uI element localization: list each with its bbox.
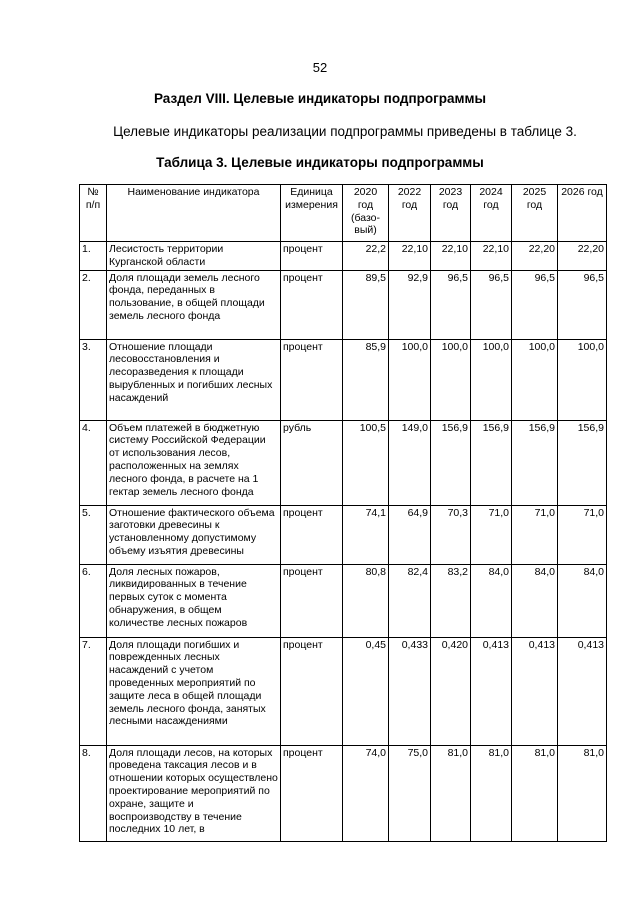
indicator-name: Лесистость территории Курганской области xyxy=(107,242,281,271)
value-cell: 100,0 xyxy=(471,339,512,420)
value-cell: 0,413 xyxy=(471,637,512,745)
table-header-row xyxy=(80,185,607,242)
unit-cell: процент xyxy=(281,505,343,564)
table-row xyxy=(80,242,607,271)
header-2023: 2023 год xyxy=(431,185,471,242)
value-cell: 100,0 xyxy=(558,339,607,420)
table-row xyxy=(80,637,607,745)
value-cell: 74,1 xyxy=(343,505,389,564)
row-number: 2. xyxy=(80,270,107,339)
table-row xyxy=(80,505,607,564)
table-row xyxy=(80,339,607,420)
value-cell: 100,0 xyxy=(512,339,558,420)
value-cell: 75,0 xyxy=(389,745,431,841)
indicator-name: Доля площади земель лесного фонда, переданных в пользование, в общей площади земель лесного фонда xyxy=(107,270,281,339)
value-cell: 0,420 xyxy=(431,637,471,745)
unit-cell: процент xyxy=(281,270,343,339)
value-cell: 96,5 xyxy=(471,270,512,339)
unit-cell: процент xyxy=(281,637,343,745)
indicators-table xyxy=(79,184,607,842)
value-cell: 84,0 xyxy=(558,564,607,637)
indicator-name: Объем платежей в бюджетную систему Российской Федерации от использования лесов, расположенных на землях лесного фонда, в расчете на 1 гектар земель лесного фонда xyxy=(107,420,281,505)
value-cell: 22,20 xyxy=(512,242,558,271)
indicator-name: Отношение фактического объема заготовки древесины к установленному допустимому объему изъятия древесины xyxy=(107,505,281,564)
header-2022: 2022 год xyxy=(389,185,431,242)
value-cell: 156,9 xyxy=(431,420,471,505)
indicator-name: Доля площади лесов, на которых проведена таксация лесов и в отношении которых осуществлено проектирование мероприятий по охране, защите и воспроизводству в течение последних 10 лет, в xyxy=(107,745,281,841)
value-cell: 74,0 xyxy=(343,745,389,841)
value-cell: 80,8 xyxy=(343,564,389,637)
value-cell: 156,9 xyxy=(512,420,558,505)
header-num: № п/п xyxy=(80,185,107,242)
value-cell: 156,9 xyxy=(558,420,607,505)
value-cell: 84,0 xyxy=(471,564,512,637)
value-cell: 89,5 xyxy=(343,270,389,339)
value-cell: 96,5 xyxy=(431,270,471,339)
value-cell: 0,413 xyxy=(558,637,607,745)
row-number: 6. xyxy=(80,564,107,637)
value-cell: 156,9 xyxy=(471,420,512,505)
indicator-name: Отношение площади лесовосстановления и лесоразведения к площади вырубленных и погибших лесных насаждений xyxy=(107,339,281,420)
value-cell: 81,0 xyxy=(471,745,512,841)
value-cell: 22,10 xyxy=(431,242,471,271)
table-row xyxy=(80,270,607,339)
intro-paragraph: Целевые индикаторы реализации подпрограммы приведены в таблице 3. xyxy=(113,124,577,139)
row-number: 4. xyxy=(80,420,107,505)
unit-cell: процент xyxy=(281,339,343,420)
value-cell: 71,0 xyxy=(471,505,512,564)
value-cell: 149,0 xyxy=(389,420,431,505)
indicator-name: Доля площади погибших и поврежденных лесных насаждений с учетом проведенных мероприятий по защите леса в общей площади земель лесного фонда, занятых лесными насаждениями xyxy=(107,637,281,745)
value-cell: 71,0 xyxy=(558,505,607,564)
value-cell: 0,433 xyxy=(389,637,431,745)
section-title: Раздел VIII. Целевые индикаторы подпрограммы xyxy=(153,91,486,106)
value-cell: 64,9 xyxy=(389,505,431,564)
unit-cell: процент xyxy=(281,745,343,841)
row-number: 3. xyxy=(80,339,107,420)
header-2020: 2020 год (базо-вый) xyxy=(343,185,389,242)
unit-cell: рубль xyxy=(281,420,343,505)
header-2024: 2024 год xyxy=(471,185,512,242)
unit-cell: процент xyxy=(281,564,343,637)
value-cell: 22,10 xyxy=(389,242,431,271)
value-cell: 81,0 xyxy=(512,745,558,841)
value-cell: 96,5 xyxy=(512,270,558,339)
header-2026: 2026 год xyxy=(558,185,607,242)
value-cell: 22,20 xyxy=(558,242,607,271)
value-cell: 100,0 xyxy=(389,339,431,420)
value-cell: 84,0 xyxy=(512,564,558,637)
header-unit: Единица измерения xyxy=(281,185,343,242)
value-cell: 96,5 xyxy=(558,270,607,339)
value-cell: 81,0 xyxy=(558,745,607,841)
page-number: 52 xyxy=(312,60,328,75)
table-row xyxy=(80,420,607,505)
value-cell: 71,0 xyxy=(512,505,558,564)
value-cell: 100,0 xyxy=(431,339,471,420)
value-cell: 100,5 xyxy=(343,420,389,505)
row-number: 5. xyxy=(80,505,107,564)
table-row xyxy=(80,745,607,841)
value-cell: 0,45 xyxy=(343,637,389,745)
header-2025: 2025 год xyxy=(512,185,558,242)
value-cell: 85,9 xyxy=(343,339,389,420)
value-cell: 83,2 xyxy=(431,564,471,637)
table-title: Таблица 3. Целевые индикаторы подпрограммы xyxy=(156,155,484,170)
row-number: 7. xyxy=(80,637,107,745)
unit-cell: процент xyxy=(281,242,343,271)
header-name: Наименование индикатора xyxy=(107,185,281,242)
value-cell: 70,3 xyxy=(431,505,471,564)
value-cell: 92,9 xyxy=(389,270,431,339)
value-cell: 0,413 xyxy=(512,637,558,745)
value-cell: 82,4 xyxy=(389,564,431,637)
value-cell: 22,2 xyxy=(343,242,389,271)
indicator-name: Доля лесных пожаров, ликвидированных в течение первых суток с момента обнаружения, в общем количестве лесных пожаров xyxy=(107,564,281,637)
row-number: 8. xyxy=(80,745,107,841)
row-number: 1. xyxy=(80,242,107,271)
value-cell: 22,10 xyxy=(471,242,512,271)
value-cell: 81,0 xyxy=(431,745,471,841)
table-row xyxy=(80,564,607,637)
